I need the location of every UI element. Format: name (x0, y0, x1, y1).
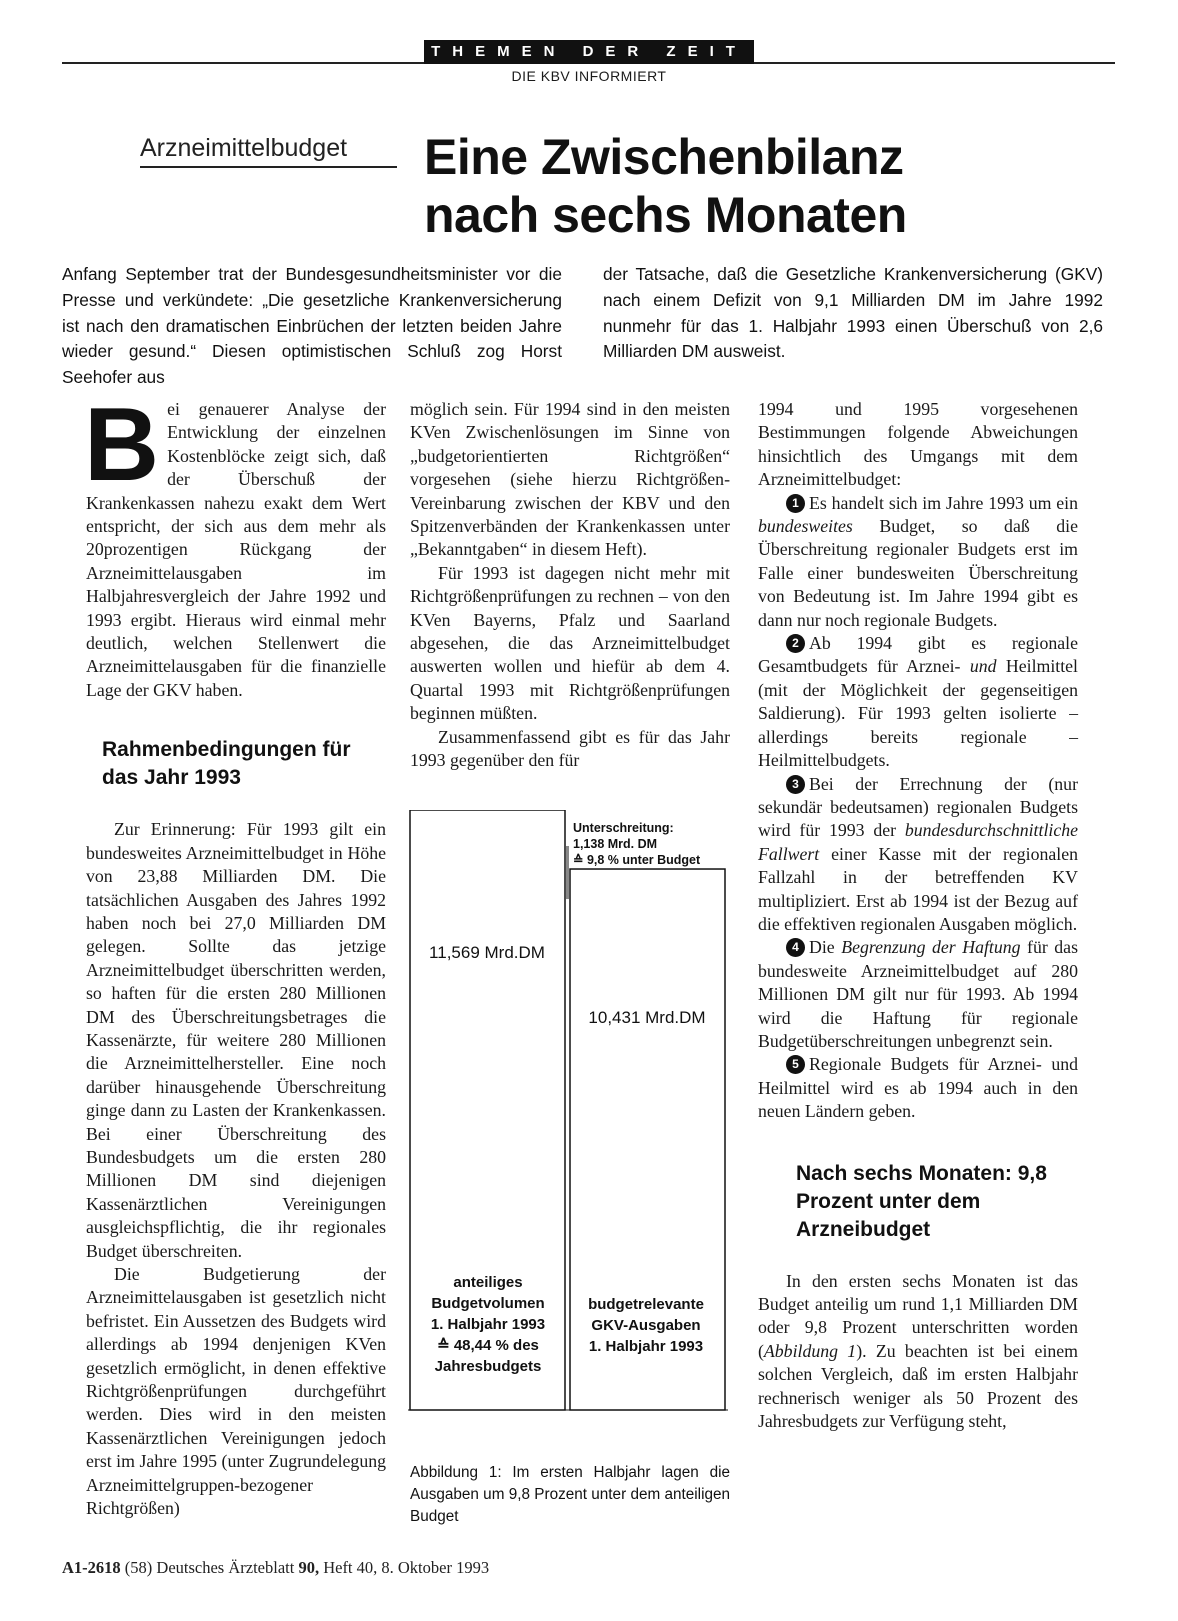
bar-1-caption-line: Jahresbudgets (434, 1358, 542, 1375)
col3-paragraph-1: 1994 und 1995 vorgesehenen Bestimmungen folgende Abweichungen hinsichtlich des Umgangs mit dem Arzneimittelbudget: (758, 399, 1078, 490)
footer-volume: 90, (298, 1558, 320, 1577)
bar-2-caption-line: budgetrelevante (588, 1296, 704, 1313)
footer-issue: Heft 40, 8. Oktober 1993 (323, 1558, 490, 1577)
list-item-4-emphasis: Begrenzung der Haftung (841, 937, 1021, 958)
col3-paragraph-2-text-b: ). Zu beachten ist bei einem solchen Vergleich, daß im ersten Halbjahr rechnerisch weniger als 50 Prozent des Jahresbudgets zur Verfügung steht, (758, 1340, 1078, 1432)
list-item-2-text-a: Ab 1994 gibt es regionale Gesamtbudgets für Arznei- (758, 633, 1078, 677)
column-3 (758, 398, 1078, 1433)
list-item-2-text-b: Heilmittel (mit der Möglichkeit der gegenseitigen Saldierung). Für 1993 gelten isolierte – allerdings bereits regionale – Heilmittelbudgets. (758, 656, 1078, 771)
number-1-icon: 1 (786, 494, 805, 513)
list-item-2 (758, 632, 1078, 772)
article-title (424, 128, 1084, 244)
col1-paragraph-3: Die Budgetierung der Arzneimittelausgaben ist gesetzlich nicht befristet. Ein Aussetzen des Budgets wird allerdings ab 1994 denjenigen KVen gesetzlich ermöglicht, in denen effektive Richtgrößenprüfungen durchgeführt werden. Dies wird in den meisten Kassenärztlichen Vereinigungen jedoch erst im Jahre 1995 (unter Zugrundelegung Arzneimittelgruppen-bezogener Richtgrößen) (86, 1264, 386, 1519)
number-3-icon: 3 (786, 775, 805, 794)
figure-reference: Abbildung 1 (763, 1340, 857, 1361)
bar-1-caption-line: anteiliges (453, 1274, 523, 1291)
number-5-icon: 5 (786, 1055, 805, 1074)
col2-paragraph-1: möglich sein. Für 1994 sind in den meisten KVen Zwischenlösungen im Sinne von „budgetorientierten Richtgrößen“ vorgesehen (siehe hierzu Richtgrößen-Vereinbarung zwischen der KBV und den Spitzenverbänden der Krankenkassen unter „Bekanntgaben“ in diesem Heft). (410, 399, 730, 560)
col3-paragraph-2-text-a: In den ersten sechs Monaten ist das Budget anteilig um rund 1,1 Milliarden DM oder 9,8 Prozent unterschritten worden ( (758, 1270, 1078, 1361)
bar-2-caption-line: 1. Halbjahr 1993 (588, 1338, 704, 1355)
bar-1-caption-line: 1. Halbjahr 1993 (430, 1316, 546, 1333)
difference-marker (566, 846, 569, 899)
annotation-line-2: 1,138 Mrd. DM (573, 837, 658, 851)
title-line-2: nach sechs Monaten (424, 187, 907, 243)
list-item-3-text-b: einer Kasse mit der regionalen Fallzahl in der betreffenden KV multipliziert. Erst ab 1994 ist der Bezug auf die effektiven regionalen Ausgaben möglich. (758, 843, 1078, 934)
list-item-2-emphasis: und (969, 656, 997, 677)
list-item-3-emphasis: bundesdurchschnittliche Fallwert (758, 820, 1078, 864)
bar-2-caption-line: GKV-Ausgaben (591, 1317, 701, 1334)
difference-annotation (573, 820, 733, 868)
list-item-3 (758, 773, 1078, 937)
number-2-icon: 2 (786, 634, 805, 653)
bar-2-caption (570, 1294, 722, 1357)
annotation-line-3: ≙ 9,8 % unter Budget (573, 853, 701, 867)
bar-1-caption-line: ≙ 48,44 % des (437, 1337, 539, 1354)
list-item-1-text-b: Budget, so daß die Überschreitung regionaler Budgets erst im Falle einer bundesweiten Überschreitung von Bedeutung ist. Im Jahre 1994 gibt es dann nur noch regionale Budgets. (758, 516, 1078, 630)
list-item-4-text-a: Die (809, 937, 842, 958)
drop-cap: B (84, 387, 160, 503)
list-item-4-text-b: für das bundesweite Arzneimittelbudget auf 280 Millionen DM gilt nur für 1993. Ab 1994 wird die Haftung für regionale Budgetüberschreitungen unbegrenzt sein. (758, 937, 1078, 1051)
list-item-5-text: Regionale Budgets für Arznei- und Heilmittel wird es ab 1994 auch in den neuen Ländern geben. (758, 1054, 1078, 1122)
lead-right: der Tatsache, daß die Gesetzliche Krankenversicherung (GKV) nach einem Defizit von 9,1 Milliarden DM im Jahre 1992 nunmehr für das 1. Halbjahr 1993 einen Überschuß von 2,6 Milliarden DM ausweist. (603, 264, 1103, 362)
kicker-underline (140, 166, 397, 168)
list-item-4 (758, 936, 1078, 1053)
bar-1-value-label: 11,569 Mrd.DM (429, 943, 545, 962)
number-4-icon: 4 (786, 938, 805, 957)
list-item-5 (758, 1053, 1078, 1123)
figure-caption: Abbildung 1: Im ersten Halbjahr lagen die Ausgaben um 9,8 Prozent unter dem anteiligen Budget (410, 1464, 730, 1525)
col2-paragraph-2: Für 1993 ist dagegen nicht mehr mit Richtgrößenprüfungen zu rechnen – von den KVen Bayerns, Pfalz und Saarland abgesehen, die das Arzneimittelbudget auswerten wollen und hiefür ab dem 4. Quartal 1993 mit Richtgrößenprüfungen beginnen müßten. (410, 562, 730, 724)
column-1 (84, 387, 386, 1520)
col1-paragraph-2: Zur Erinnerung: Für 1993 gilt ein bundesweites Arzneimittelbudget in Höhe von 23,88 Milliarden DM. Die tatsächlichen Ausgaben des Jahres 1992 haben noch bei 27,0 Milliarden DM gelegen. Sollte das jetzige Arzneimittelbudget überschritten werden, so haften für die ersten 280 Millionen DM des Überschreitungsbetrages die Kassenärzte, für weitere 280 Millionen die Arzneimittelhersteller. Eine noch darüber hinausgehende Überschreitung ginge dann zu Lasten der Krankenkassen. Bei einer Überschreitung des Bundesbudgets um die ersten 280 Millionen DM sind diejenigen Kassenärztlichen Vereinigungen ausgleichspflichtig, die ihr regionales Budget überschreiten. (86, 819, 386, 1261)
section-banner: THEMEN DER ZEIT (424, 40, 754, 64)
bar-1-caption (412, 1272, 564, 1377)
col3-subheading: Nach sechs Monaten: 9,8 Prozent unter dem Arzneibudget (796, 1161, 1047, 1241)
bar-2-value-label: 10,431 Mrd.DM (588, 1008, 706, 1027)
page-footer (62, 1558, 489, 1578)
footer-publication: (58) Deutsches Ärzteblatt (124, 1558, 295, 1577)
list-item-1-text-a: Es handelt sich im Jahre 1993 um ein (809, 492, 1078, 513)
list-item-1 (758, 492, 1078, 632)
title-line-1: Eine Zwischenbilanz (424, 129, 904, 185)
bar-1-caption-line: Budgetvolumen (431, 1295, 545, 1312)
col3-paragraph-2 (758, 1270, 1078, 1434)
list-item-3-text-a: Bei der Errechnung der (nur sekundär bedeutsamen) regionalen Budgets wird für 1993 der (758, 773, 1078, 841)
column-2 (410, 398, 730, 773)
figure-1-bar-chart (408, 810, 728, 1450)
col1-subheading: Rahmenbedingungen für das Jahr 1993 (102, 738, 351, 790)
annotation-line-1: Unterschreitung: (573, 821, 674, 835)
page-number: A1-2618 (62, 1558, 121, 1577)
list-item-1-emphasis: bundesweites (758, 516, 853, 537)
article-kicker: Arzneimittelbudget (140, 134, 348, 162)
col1-paragraph-1: ei genauerer Analyse der Entwicklung der einzelnen Kostenblöcke zeigt sich, daß der Überschuß der Krankenkassen nahezu exakt dem Wert entspricht, der sich aus dem mehr als 20prozentigen Rückgang der Arzneimittelausgaben im Halbjahresvergleich der Jahre 1992 und 1993 ergibt. Hieraus wird einmal mehr deutlich, welchen Stellenwert die Arzneimittelausgaben für die finanzielle Lage der GKV haben. (86, 399, 386, 700)
col2-paragraph-3: Zusammenfassend gibt es für das Jahr 1993 gegenüber den für (410, 726, 730, 771)
department-label: DIE KBV INFORMIERT (511, 68, 667, 84)
lead-left: Anfang September trat der Bundesgesundheitsminister vor die Presse und verkündete: „Die gesetzliche Krankenversicherung ist nach den dramatischen Einbrüchen der letzten beiden Jahre wieder gesund.“ Diesen optimistischen Schluß zog Horst Seehofer aus (62, 264, 562, 388)
